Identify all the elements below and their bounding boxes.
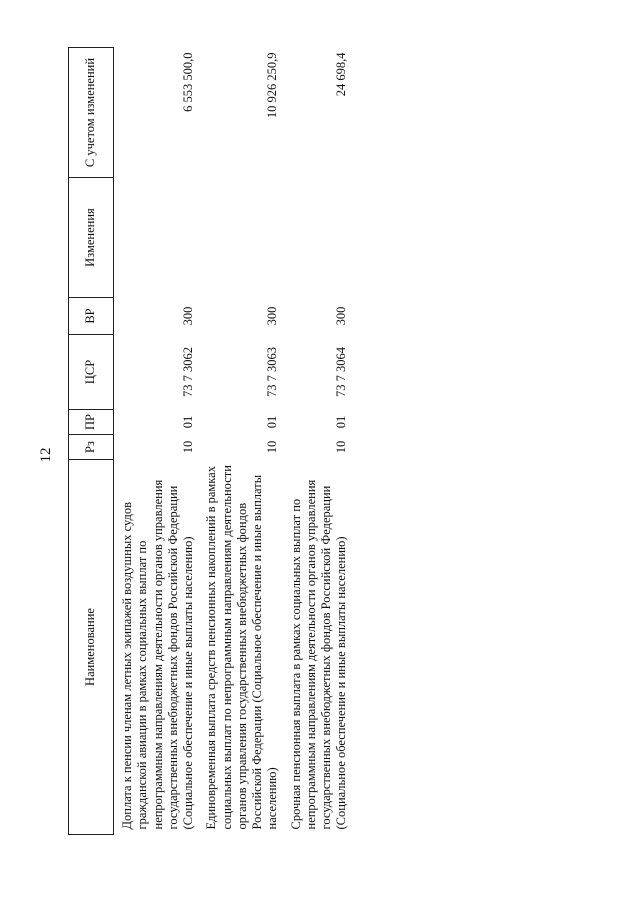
row-name: Единовременная выплата средств пенсионных накоплений в рамках социальных выплат по непрограммным направлениям деятельности органов управления государственных внебюджетных фондов Российской Федерации (Социальное обеспечение и иные выплаты населению) [204, 465, 280, 830]
row-name: Доплата к пенсии членам летных экипажей воздушных судов гражданской авиации в рамках социальных выплат по непрограммным направлениям деятельности органов управления государственных внебюджетных фондов Российской Федерации (Социальное обеспечение и иные выплаты населению) [120, 479, 195, 830]
row-vr: 300 [181, 306, 195, 326]
header-rz: Рз [69, 435, 114, 460]
header-vr: ВР [69, 298, 114, 335]
row-rz: 10 [181, 440, 195, 454]
header-name: Наименование [69, 460, 114, 835]
header-changes: Изменения [69, 178, 114, 298]
row-vr: 300 [334, 306, 349, 326]
table-row [114, 48, 199, 835]
header-csr: ЦСР [69, 335, 114, 410]
row-total: 6 553 500,0 [181, 52, 195, 112]
page-number: 12 [38, 447, 54, 463]
row-pr: 01 [334, 415, 349, 429]
header-total: С учетом изменений [69, 48, 114, 178]
row-pr: 01 [181, 415, 195, 429]
table-header [69, 48, 114, 835]
row-pr: 01 [265, 415, 280, 429]
header-row [69, 48, 114, 835]
row-vr: 300 [265, 306, 280, 326]
row-csr: 73 7 3062 [181, 347, 195, 397]
row-total: 10 926 250,9 [265, 52, 280, 119]
table-body [114, 48, 352, 835]
budget-table [68, 47, 352, 835]
row-csr: 73 7 3064 [334, 347, 349, 397]
table-row [198, 48, 282, 835]
row-total: 24 698,4 [334, 52, 349, 97]
row-rz: 10 [334, 440, 349, 454]
row-csr: 73 7 3063 [265, 347, 280, 397]
row-changes [283, 178, 352, 298]
row-changes [198, 178, 282, 298]
row-changes [114, 178, 199, 298]
table-row [283, 48, 352, 835]
row-name: Срочная пенсионная выплата в рамках социальных выплат по непрограммным направлениям деятельности органов управления государственных внебюджетных фондов Российской Федерации (Социальное обеспечение и иные выплаты населению) [288, 479, 349, 830]
header-pr: ПР [69, 410, 114, 435]
row-rz: 10 [265, 440, 280, 454]
